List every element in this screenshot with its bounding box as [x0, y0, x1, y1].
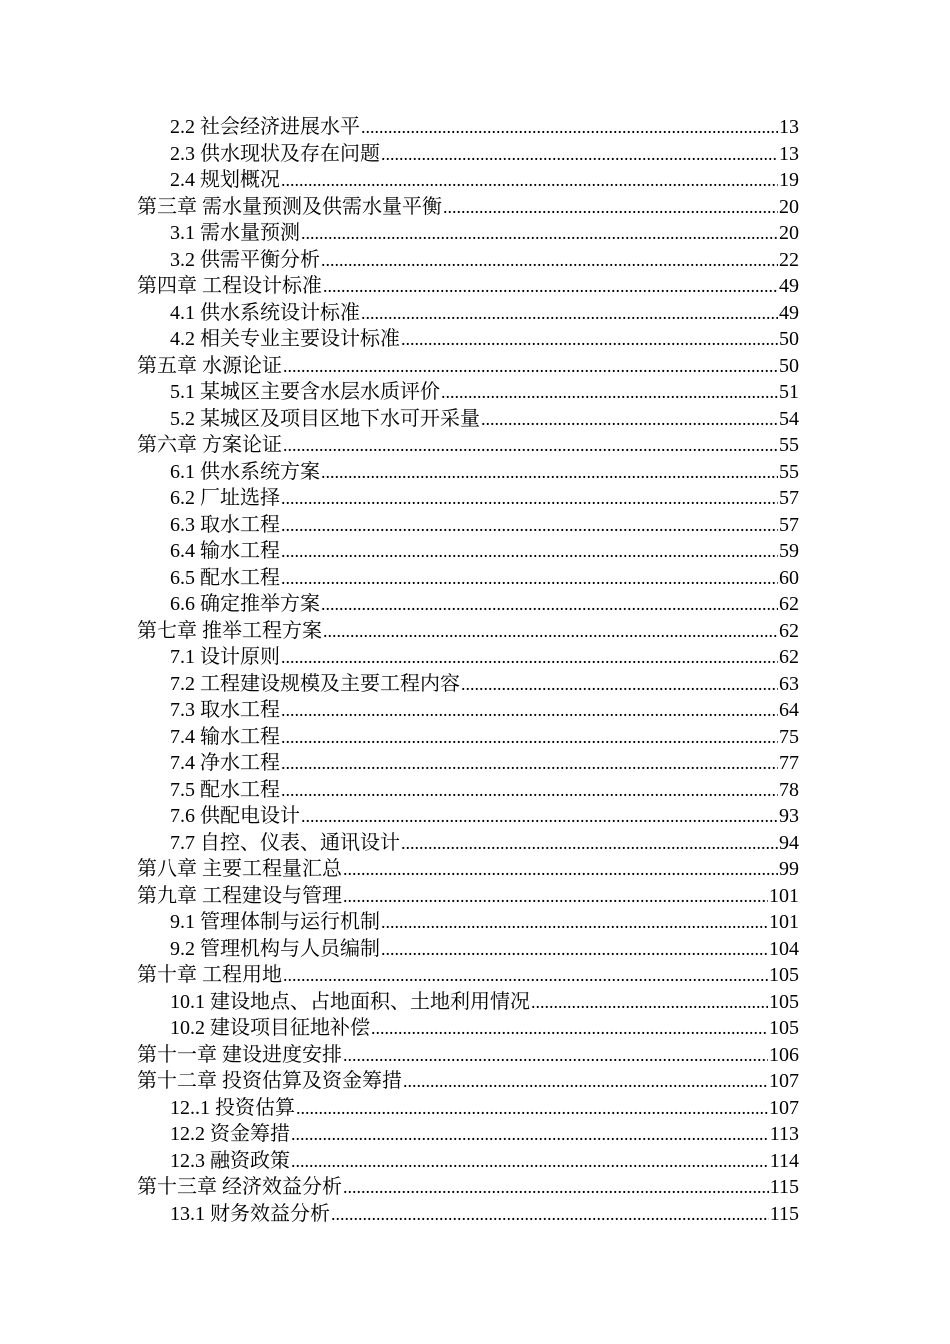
toc-dot-leader: [381, 909, 768, 936]
toc-dot-leader: [283, 353, 778, 380]
toc-dot-leader: [296, 1095, 768, 1122]
toc-section-entry[interactable]: [137, 459, 799, 486]
toc-section-entry[interactable]: [137, 167, 799, 194]
toc-section-entry[interactable]: [137, 936, 799, 963]
toc-entry-title: 7.4 输水工程: [170, 725, 280, 748]
toc-chapter-entry[interactable]: [137, 883, 799, 910]
toc-section-entry[interactable]: [137, 220, 799, 247]
toc-section-entry[interactable]: [137, 750, 799, 777]
toc-section-entry[interactable]: [137, 989, 799, 1016]
toc-chapter-entry[interactable]: [137, 273, 799, 300]
toc-entry-page-number: 57: [779, 513, 799, 536]
toc-entry-page-number: 49: [779, 275, 799, 297]
toc-section-entry[interactable]: [137, 1121, 799, 1148]
toc-entry-title: 2.2 社会经济进展水平: [170, 116, 360, 138]
toc-section-entry[interactable]: [137, 512, 799, 539]
toc-dot-leader: [371, 1015, 768, 1042]
toc-entry-title: 5.1 某城区主要含水层水质评价: [170, 381, 440, 403]
toc-entry-title: 4.1 供水系统设计标准: [170, 301, 360, 324]
toc-dot-leader: [323, 618, 778, 645]
toc-dot-leader: [343, 856, 778, 883]
toc-entry-page-number: 105: [769, 1017, 799, 1039]
toc-section-entry[interactable]: [137, 300, 799, 327]
toc-entry-title: 6.5 配水工程: [170, 566, 280, 589]
toc-dot-leader: [283, 432, 778, 459]
toc-entry-page-number: 50: [779, 328, 799, 350]
toc-entry-title: 第七章 推举工程方案: [137, 619, 322, 642]
toc-entry-title: 第十章 工程用地: [137, 964, 282, 986]
table-of-contents: [137, 114, 799, 1227]
toc-chapter-entry[interactable]: [137, 962, 799, 989]
toc-entry-title: 10.1 建设地点、占地面积、土地利用情况: [170, 990, 530, 1013]
toc-section-entry[interactable]: [137, 909, 799, 936]
toc-entry-page-number: 19: [779, 169, 799, 191]
toc-dot-leader: [531, 989, 768, 1016]
toc-entry-page-number: 62: [779, 593, 799, 615]
toc-entry-page-number: 22: [779, 248, 799, 271]
toc-section-entry[interactable]: [137, 671, 799, 698]
toc-entry-title: 3.2 供需平衡分析: [170, 248, 320, 271]
toc-dot-leader: [441, 379, 778, 406]
toc-entry-page-number: 115: [769, 1202, 799, 1225]
toc-entry-title: 第四章 工程设计标准: [137, 275, 322, 297]
toc-entry-title: 3.1 需水量预测: [170, 222, 300, 244]
toc-section-entry[interactable]: [137, 724, 799, 751]
toc-section-entry[interactable]: [137, 141, 799, 168]
toc-dot-leader: [281, 697, 778, 724]
toc-entry-title: 第五章 水源论证: [137, 354, 282, 377]
toc-dot-leader: [381, 936, 768, 963]
toc-entry-title: 第九章 工程建设与管理: [137, 884, 342, 907]
toc-section-entry[interactable]: [137, 565, 799, 592]
toc-section-entry[interactable]: [137, 114, 799, 141]
toc-section-entry[interactable]: [137, 591, 799, 618]
toc-entry-title: 第十一章 建设进度安排: [137, 1043, 342, 1066]
toc-dot-leader: [361, 114, 778, 141]
toc-entry-page-number: 55: [779, 434, 799, 456]
toc-entry-page-number: 62: [779, 646, 799, 668]
toc-section-entry[interactable]: [137, 644, 799, 671]
toc-dot-leader: [343, 883, 768, 910]
toc-entry-page-number: 93: [779, 805, 799, 827]
toc-entry-title: 6.2 厂址选择: [170, 487, 280, 509]
toc-entry-page-number: 20: [779, 195, 799, 218]
toc-entry-title: 2.3 供水现状及存在问题: [170, 142, 380, 165]
toc-entry-page-number: 113: [769, 1123, 799, 1145]
toc-section-entry[interactable]: [137, 697, 799, 724]
toc-entry-title: 7.7 自控、仪表、通讯设计: [170, 831, 400, 854]
toc-dot-leader: [403, 1068, 768, 1095]
toc-entry-title: 9.1 管理体制与运行机制: [170, 911, 380, 933]
toc-entry-page-number: 75: [779, 725, 799, 748]
toc-entry-title: 12.3 融资政策: [170, 1149, 290, 1172]
toc-dot-leader: [343, 1042, 768, 1069]
toc-entry-title: 9.2 管理机构与人员编制: [170, 937, 380, 960]
toc-dot-leader: [281, 777, 778, 804]
toc-entry-title: 12.2 资金筹措: [170, 1123, 290, 1145]
toc-dot-leader: [281, 167, 778, 194]
toc-dot-leader: [281, 538, 778, 565]
toc-section-entry[interactable]: [137, 485, 799, 512]
toc-chapter-entry[interactable]: [137, 432, 799, 459]
toc-dot-leader: [361, 300, 778, 327]
toc-entry-title: 6.4 输水工程: [170, 540, 280, 562]
toc-chapter-entry[interactable]: [137, 1174, 799, 1201]
toc-entry-page-number: 107: [769, 1070, 799, 1092]
toc-dot-leader: [321, 591, 778, 618]
toc-entry-page-number: 77: [779, 752, 799, 774]
toc-entry-title: 第十三章 经济效益分析: [137, 1176, 342, 1198]
toc-chapter-entry[interactable]: [137, 194, 799, 221]
toc-entry-page-number: 54: [779, 407, 799, 430]
toc-section-entry[interactable]: [137, 803, 799, 830]
toc-entry-page-number: 63: [779, 672, 799, 695]
toc-entry-page-number: 78: [779, 778, 799, 801]
toc-dot-leader: [281, 644, 778, 671]
toc-dot-leader: [281, 750, 778, 777]
toc-dot-leader: [461, 671, 778, 698]
toc-entry-page-number: 60: [779, 566, 799, 589]
toc-section-entry[interactable]: [137, 406, 799, 433]
toc-entry-page-number: 105: [769, 964, 799, 986]
toc-entry-page-number: 99: [779, 858, 799, 880]
toc-dot-leader: [291, 1121, 769, 1148]
toc-entry-title: 12..1 投资估算: [170, 1096, 295, 1119]
toc-entry-page-number: 51: [779, 381, 799, 403]
toc-dot-leader: [401, 830, 778, 857]
toc-entry-page-number: 104: [769, 937, 799, 960]
toc-entry-page-number: 105: [769, 990, 799, 1013]
toc-chapter-entry[interactable]: [137, 1042, 799, 1069]
toc-chapter-entry[interactable]: [137, 856, 799, 883]
toc-entry-page-number: 50: [779, 354, 799, 377]
toc-dot-leader: [281, 512, 778, 539]
toc-entry-page-number: 55: [779, 460, 799, 483]
toc-entry-title: 第六章 方案论证: [137, 434, 282, 456]
toc-section-entry[interactable]: [137, 379, 799, 406]
toc-entry-page-number: 62: [779, 619, 799, 642]
toc-entry-page-number: 94: [779, 831, 799, 854]
toc-entry-title: 7.6 供配电设计: [170, 805, 300, 827]
toc-entry-page-number: 20: [779, 222, 799, 244]
toc-section-entry[interactable]: [137, 1015, 799, 1042]
toc-entry-title: 7.2 工程建设规模及主要工程内容: [170, 672, 460, 695]
toc-entry-title: 7.4 净水工程: [170, 752, 280, 774]
toc-dot-leader: [301, 803, 778, 830]
toc-chapter-entry[interactable]: [137, 1068, 799, 1095]
toc-section-entry[interactable]: [137, 830, 799, 857]
toc-dot-leader: [321, 459, 778, 486]
toc-entry-page-number: 59: [779, 540, 799, 562]
toc-dot-leader: [283, 962, 768, 989]
toc-entry-title: 2.4 规划概况: [170, 169, 280, 191]
toc-entry-title: 5.2 某城区及项目区地下水可开采量: [170, 407, 480, 430]
toc-entry-title: 第三章 需水量预测及供需水量平衡: [137, 195, 442, 218]
toc-section-entry[interactable]: [137, 538, 799, 565]
toc-dot-leader: [401, 326, 778, 353]
toc-entry-page-number: 64: [779, 699, 799, 721]
toc-entry-title: 第八章 主要工程量汇总: [137, 858, 342, 880]
toc-entry-page-number: 13: [779, 116, 799, 138]
toc-entry-page-number: 114: [769, 1149, 799, 1172]
toc-dot-leader: [281, 485, 778, 512]
toc-dot-leader: [331, 1201, 769, 1228]
toc-entry-title: 13.1 财务效益分析: [170, 1202, 330, 1225]
toc-entry-title: 10.2 建设项目征地补偿: [170, 1017, 370, 1039]
toc-entry-title: 7.1 设计原则: [170, 646, 280, 668]
toc-dot-leader: [323, 273, 778, 300]
toc-entry-page-number: 101: [769, 884, 799, 907]
toc-dot-leader: [281, 724, 778, 751]
toc-dot-leader: [321, 247, 778, 274]
toc-section-entry[interactable]: [137, 247, 799, 274]
toc-dot-leader: [443, 194, 778, 221]
toc-entry-title: 7.3 取水工程: [170, 699, 280, 721]
toc-entry-page-number: 101: [769, 911, 799, 933]
toc-entry-page-number: 106: [769, 1043, 799, 1066]
toc-section-entry[interactable]: [137, 1095, 799, 1122]
toc-section-entry[interactable]: [137, 777, 799, 804]
toc-entry-page-number: 13: [779, 142, 799, 165]
toc-entry-title: 7.5 配水工程: [170, 778, 280, 801]
toc-section-entry[interactable]: [137, 1148, 799, 1175]
toc-dot-leader: [381, 141, 778, 168]
toc-dot-leader: [301, 220, 778, 247]
toc-entry-page-number: 49: [779, 301, 799, 324]
toc-entry-title: 6.1 供水系统方案: [170, 460, 320, 483]
toc-entry-title: 第十二章 投资估算及资金筹措: [137, 1070, 402, 1092]
toc-entry-title: 6.3 取水工程: [170, 513, 280, 536]
toc-dot-leader: [291, 1148, 769, 1175]
toc-section-entry[interactable]: [137, 1201, 799, 1228]
toc-dot-leader: [281, 565, 778, 592]
toc-entry-page-number: 57: [779, 487, 799, 509]
toc-dot-leader: [481, 406, 778, 433]
toc-entry-page-number: 107: [769, 1096, 799, 1119]
toc-section-entry[interactable]: [137, 326, 799, 353]
toc-chapter-entry[interactable]: [137, 353, 799, 380]
toc-dot-leader: [343, 1174, 769, 1201]
toc-entry-page-number: 115: [769, 1176, 799, 1198]
toc-entry-title: 4.2 相关专业主要设计标准: [170, 328, 400, 350]
toc-chapter-entry[interactable]: [137, 618, 799, 645]
toc-entry-title: 6.6 确定推举方案: [170, 593, 320, 615]
